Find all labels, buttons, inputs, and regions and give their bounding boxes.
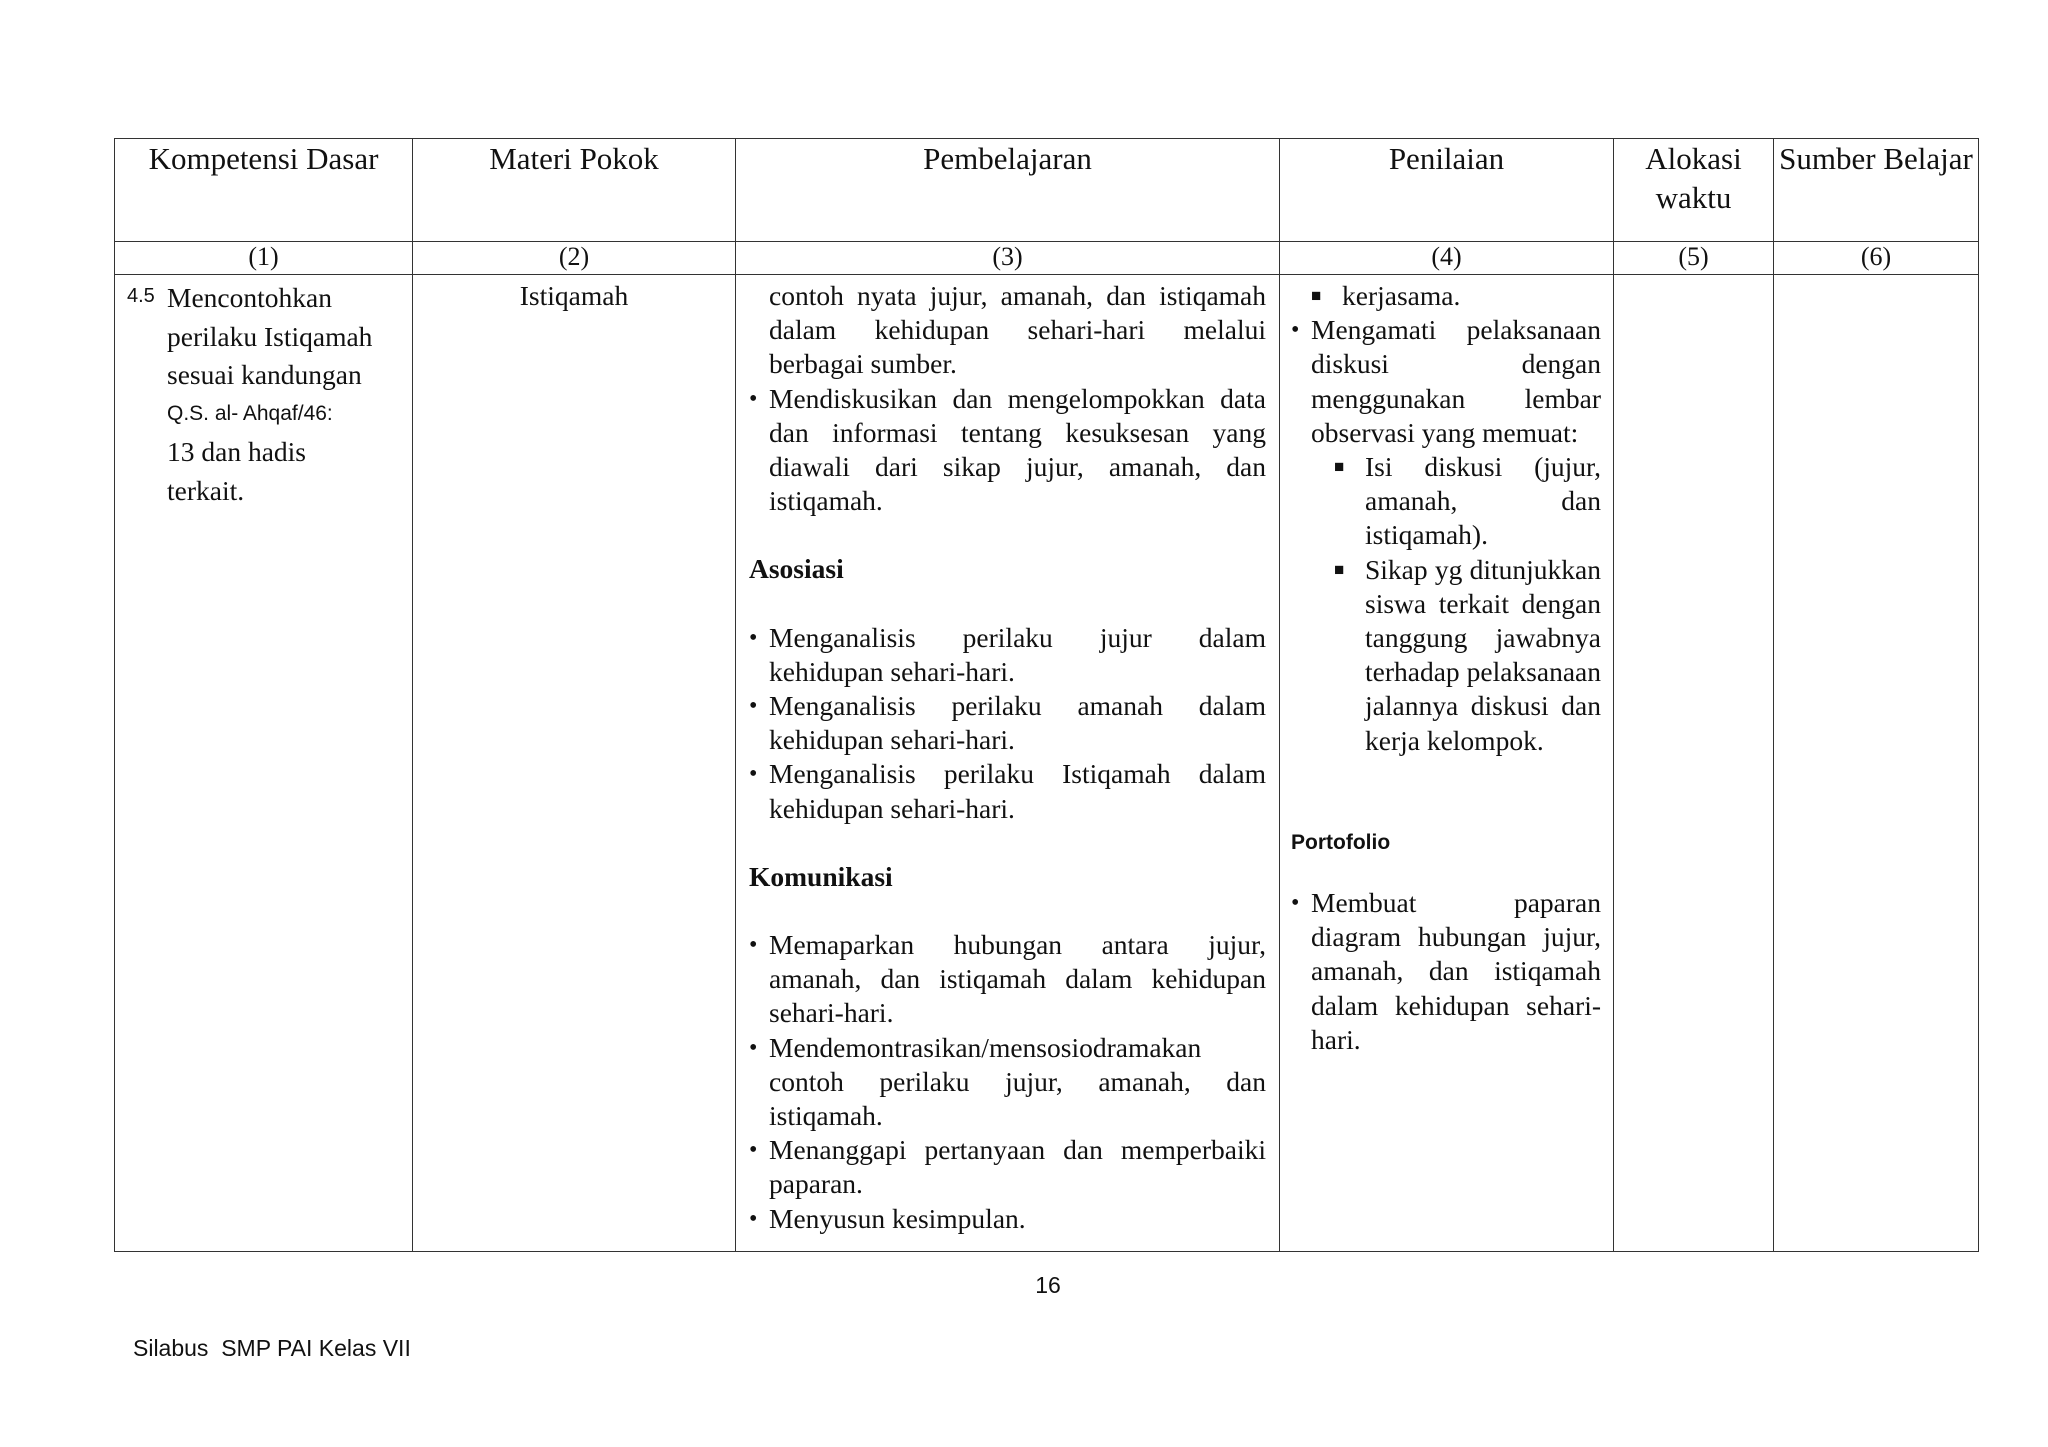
list-item: • Mengamati pelaksanaan diskusi dengan menggunakan lembar observasi yang memuat: — [1291, 313, 1601, 450]
bullet-icon: • — [749, 385, 758, 412]
pembelajaran-intro: contoh nyata jujur, amanah, dan istiqamah dalam kehidupan sehari-hari melalui berbagai sumber. — [769, 280, 1266, 380]
bullet-icon: • — [749, 1137, 758, 1164]
column-number: (1) — [115, 242, 413, 275]
page-number: 16 — [1035, 1272, 1061, 1298]
bullet-icon: • — [749, 693, 758, 720]
column-number-row — [115, 242, 1979, 275]
header-materi-pokok: Materi Pokok — [413, 139, 736, 242]
column-number: (6) — [1774, 242, 1979, 275]
square-bullet-icon: ■ — [1334, 457, 1345, 477]
list-item: ■ kerjasama. — [1291, 279, 1601, 313]
kd-line: terkait. — [167, 474, 245, 506]
column-number: (2) — [413, 242, 736, 275]
content-row — [115, 275, 1979, 1252]
materi-pokok-cell — [413, 275, 736, 1252]
header-row — [115, 139, 1979, 242]
kd-line: sesuai kandungan — [167, 359, 362, 390]
header-pembelajaran: Pembelajaran — [736, 139, 1280, 242]
list-item-continuation: contoh perilaku jujur, amanah, dan istiqamah. — [769, 1065, 1266, 1132]
list-item: ■ Sikap yg ditunjukkan siswa terkait dengan tanggung jawabnya terhadap pelaksanaan jalannya diskusi dan kerja kelompok. — [1291, 553, 1601, 758]
square-bullet-icon: ■ — [1311, 286, 1322, 305]
section-title-portofolio: Portofolio — [1291, 830, 1391, 854]
materi-pokok-text: Istiqamah — [519, 280, 629, 311]
list-item: • Menanggapi pertanyaan dan memperbaiki paparan. — [749, 1133, 1266, 1201]
header-alokasi-waktu: Alokasi waktu — [1614, 139, 1774, 242]
bullet-icon: • — [749, 761, 758, 788]
bullet-icon: • — [1291, 317, 1300, 344]
column-number: (3) — [736, 242, 1280, 275]
list-item: • Memaparkan hubungan antara jujur, amanah, dan istiqamah dalam kehidupan sehari-hari. — [749, 928, 1266, 1031]
kd-line: perilaku Istiqamah — [167, 320, 373, 352]
kd-text — [167, 279, 372, 510]
list-item: ■ Isi diskusi (jujur, amanah, dan istiqamah). — [1291, 450, 1601, 553]
sumber-belajar-cell — [1774, 275, 1979, 1252]
column-number: (4) — [1280, 242, 1614, 275]
list-item: • Mendemontrasikan/mensosiodramakan — [749, 1031, 1266, 1065]
kd-line: 13 dan hadis — [167, 436, 307, 467]
penilaian-cell — [1280, 275, 1614, 1252]
footer-text: Silabus SMP PAI Kelas VII — [133, 1335, 411, 1361]
list-item: • Menyusun kesimpulan. — [749, 1202, 1266, 1236]
header-kompetensi-dasar: Kompetensi Dasar — [115, 139, 413, 242]
kd-line-surah-reference: Q.S. al- Ahqaf/46: — [167, 401, 333, 425]
kompetensi-dasar-cell — [115, 275, 413, 1252]
bullet-icon: • — [749, 624, 758, 651]
bullet-icon: • — [749, 1034, 758, 1061]
header-sumber-belajar: Sumber Belajar — [1774, 139, 1979, 242]
column-number: (5) — [1614, 242, 1774, 275]
section-title-asosiasi: Asosiasi — [749, 553, 844, 585]
pembelajaran-cell — [736, 275, 1280, 1252]
list-item: • Mendiskusikan dan mengelompokkan data dan informasi tentang kesuksesan yang diawali dari sikap jujur, amanah, dan istiqamah. — [749, 382, 1266, 519]
alokasi-waktu-cell — [1614, 275, 1774, 1252]
bullet-icon: • — [749, 932, 758, 959]
section-title-komunikasi: Komunikasi — [749, 860, 893, 892]
header-penilaian: Penilaian — [1280, 139, 1614, 242]
list-item: • Menganalisis perilaku amanah dalam kehidupan sehari-hari. — [749, 689, 1266, 757]
list-item: • Menganalisis perilaku jujur dalam kehidupan sehari-hari. — [749, 621, 1266, 689]
bullet-icon: • — [1291, 890, 1300, 917]
square-bullet-icon: ■ — [1334, 559, 1345, 579]
list-item: • Menganalisis perilaku Istiqamah dalam kehidupan sehari-hari. — [749, 757, 1266, 825]
kd-number: 4.5 — [127, 285, 155, 307]
syllabus-table — [114, 138, 1979, 1252]
bullet-icon: • — [749, 1205, 758, 1232]
kd-line: Mencontohkan — [167, 282, 332, 313]
list-item: • Membuat paparan diagram hubungan jujur, amanah, dan istiqamah dalam kehidupan sehari-hari. — [1291, 886, 1601, 1057]
